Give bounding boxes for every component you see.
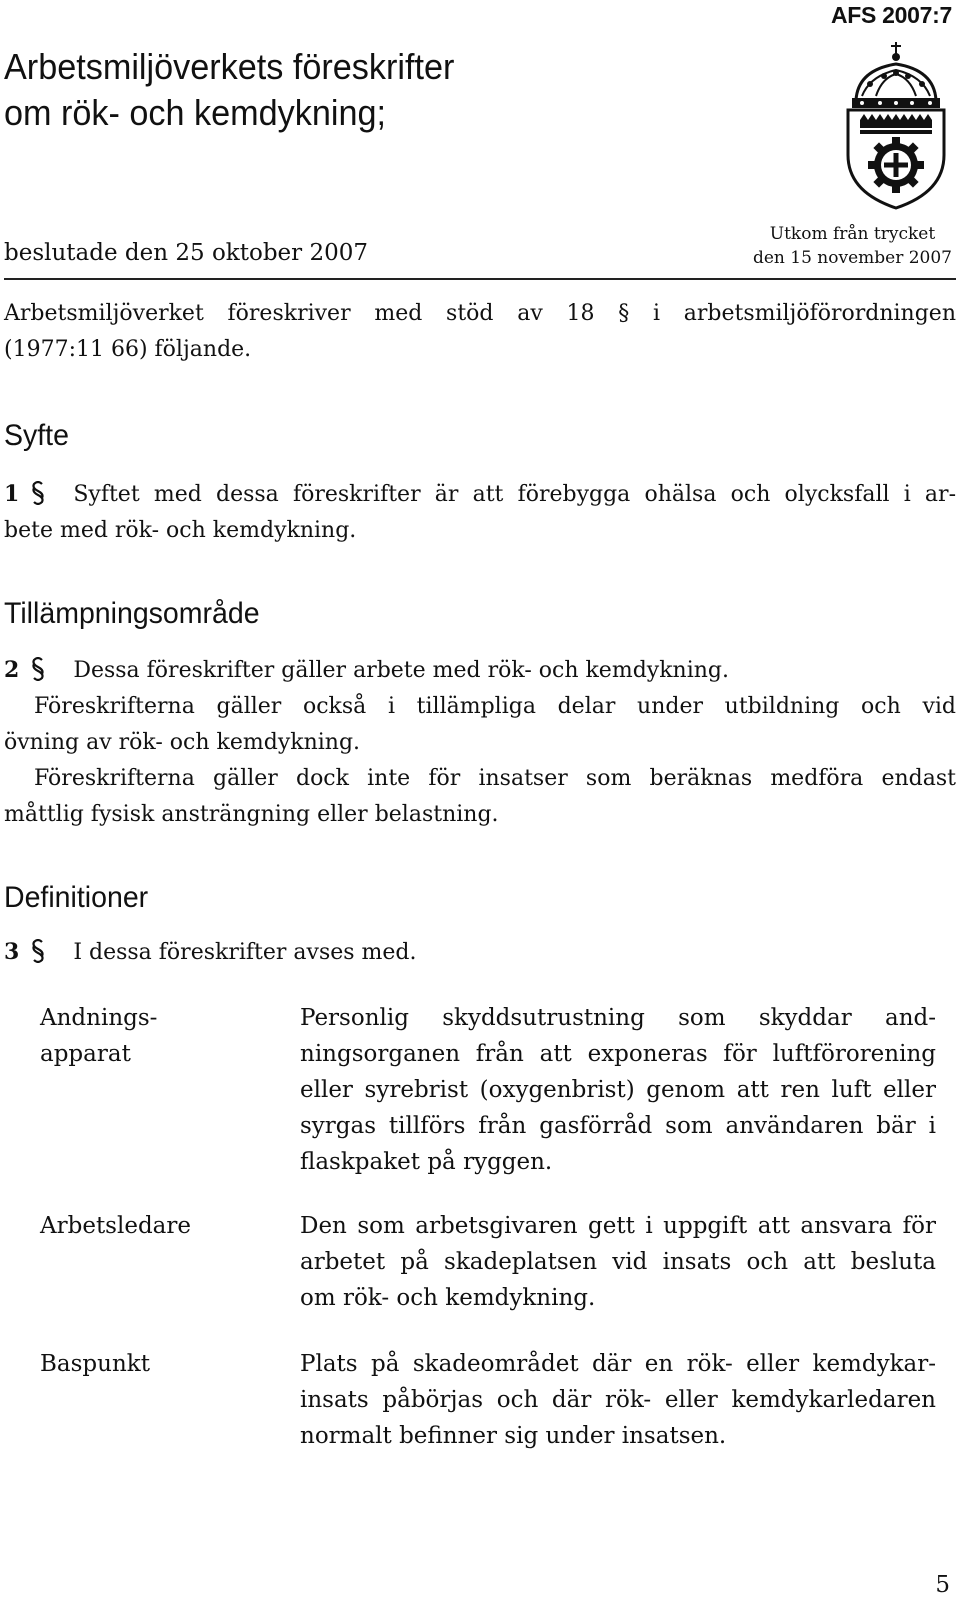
published-line-2: den 15 november 2007 [752,248,952,268]
section-number-1: 1 [4,481,20,507]
section-2-p2-line-1: Föreskrifterna gäller också i tillämpliga delar under utbildning och vid [34,694,956,719]
heading-definitioner: Definitioner [4,881,149,914]
decision-date: beslutade den 25 oktober 2007 [4,240,368,266]
page-number: 5 [935,1572,950,1598]
definition-text-baspunkt [300,1346,936,1454]
definition-line: om rök- och kemdykning. [300,1285,596,1311]
section-2-text: Dessa föreskrifter gäller arbete med rök- och kemdykning. [73,658,729,683]
section-sign-icon [31,481,45,505]
term-line-2: apparat [40,1041,131,1067]
term-line-1: Andnings- [40,1005,158,1031]
section-1-text-line-2: bete med rök- och kemdykning. [4,518,357,543]
preamble-line-1: Arbetsmiljöverket föreskriver med stöd av 18 § i arbetsmiljöförordningen [4,301,956,326]
section-3 [4,934,956,971]
header-rule [4,278,956,280]
definition-line: Plats på skadeområdet där en rök- eller kemdykar- [300,1351,936,1377]
section-sign-icon [31,657,45,681]
coat-of-arms-seal-icon [840,40,952,210]
definition-line: Den som arbetsgivaren gett i uppgift att ansvara för [300,1213,936,1239]
term-line-1: Baspunkt [40,1351,150,1377]
section-2-p2-line-2: övning av rök- och kemdykning. [4,730,361,755]
definition-line: flaskpaket på ryggen. [300,1149,553,1175]
published-line-1: Utkom från trycket [769,224,936,244]
section-3-text: I dessa föreskrifter avses med. [73,940,417,965]
definition-line: arbetet på skadeplatsen vid insats och att besluta [300,1249,936,1275]
section-1 [4,476,956,549]
definition-term-andningsapparat [40,1000,260,1072]
publication-info [753,222,952,270]
section-sign-icon [31,939,45,963]
section-1-text: Syftet med dessa föreskrifter är att förebygga ohälsa och olycksfall i ar- [73,482,956,507]
definition-line: eller syrebrist (oxygenbrist) genom att ren luft eller [300,1077,936,1103]
definition-line: syrgas tillförs från gasförråd som användaren bär i [300,1113,936,1139]
definition-term-arbetsledare [40,1208,260,1244]
definition-text-arbetsledare [300,1208,936,1316]
section-number-2: 2 [4,657,20,683]
definition-line: insats påbörjas och där rök- eller kemdykarledaren [300,1387,936,1413]
title-line-1: Arbetsmiljöverkets föreskrifter [4,46,455,87]
definition-line: ningsorganen från att exponeras för luftförorening [300,1041,936,1067]
definition-term-baspunkt [40,1346,260,1382]
section-number-3: 3 [4,939,20,965]
section-2-p3-line-1: Föreskrifterna gäller dock inte för insatser som beräknas medföra endast [34,766,956,791]
document-title [4,44,574,136]
section-2 [4,652,956,833]
definition-text-andningsapparat [300,1000,936,1180]
section-2-p3-line-2: måttlig fysisk ansträngning eller belastning. [4,802,499,827]
heading-syfte: Syfte [4,419,69,452]
preamble [4,296,956,368]
title-line-2: om rök- och kemdykning; [4,92,387,133]
definition-line: Personlig skyddsutrustning som skyddar and- [300,1005,936,1031]
heading-tillampningsomrade: Tillämpningsområde [4,597,260,630]
preamble-line-2: (1977:11 66) följande. [4,337,252,362]
document-code: AFS 2007:7 [830,2,952,28]
definition-line: normalt befinner sig under insatsen. [300,1423,727,1449]
term-line-1: Arbetsledare [40,1213,191,1239]
